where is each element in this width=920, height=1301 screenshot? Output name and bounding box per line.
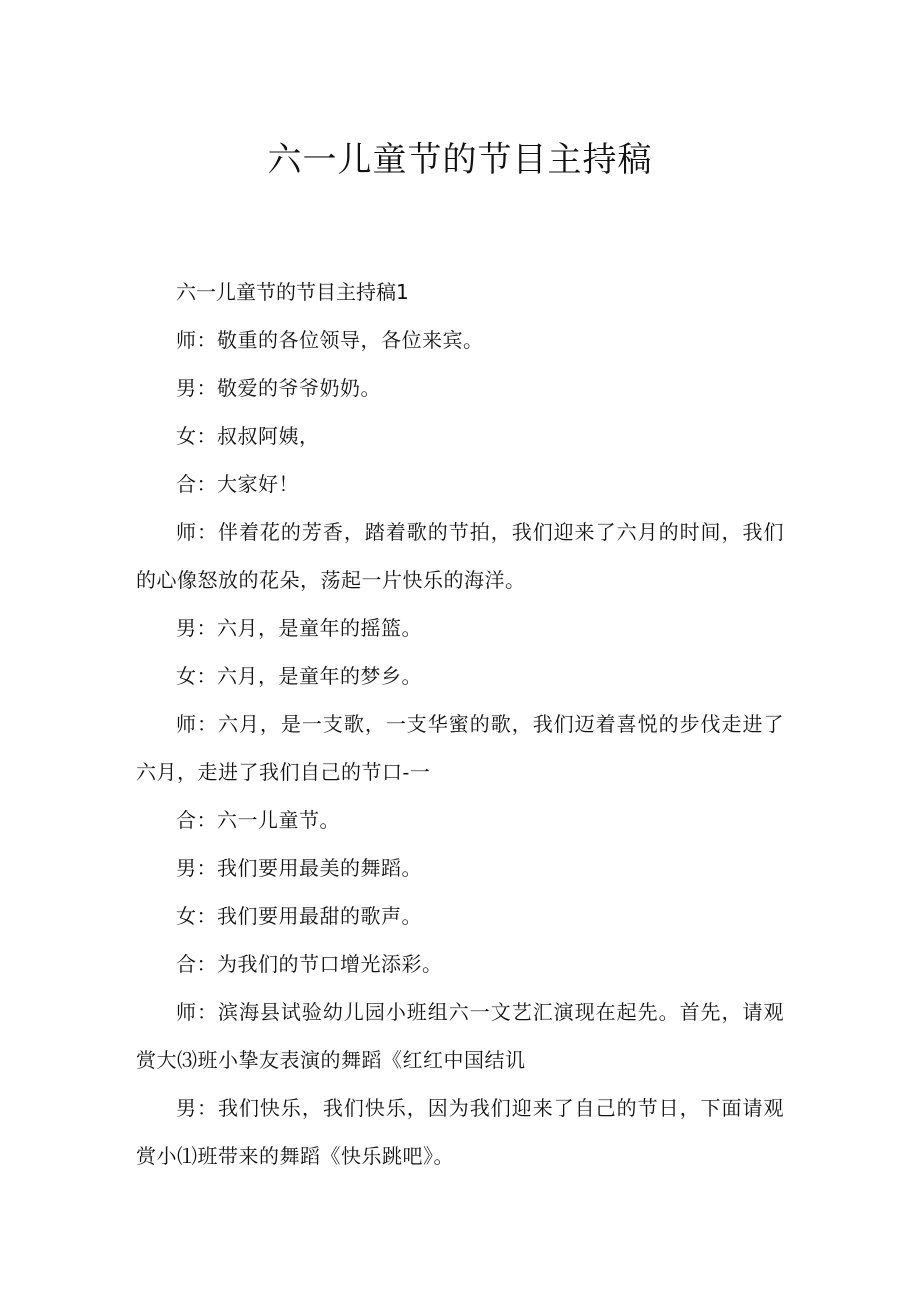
paragraph: 男：我们快乐，我们快乐，因为我们迎来了自己的节日，下面请观赏小⑴班带来的舞蹈《快乐跳吧》。: [136, 1096, 784, 1168]
section-heading: 六一儿童节的节目主持稿1: [176, 280, 409, 304]
paragraph: 合：大家好！: [176, 472, 299, 496]
paragraph: 合：为我们的节口增光添彩。: [176, 952, 443, 976]
document-title: 六一儿童节的节目主持稿: [267, 140, 653, 180]
paragraph: 男：六月，是童年的摇篮。: [176, 616, 422, 640]
paragraph: 师：敬重的各位领导，各位来宾。: [176, 328, 484, 352]
paragraph: 师：六月，是一支歌，一支华蜜的歌，我们迈着喜悦的步伐走进了六月，走进了我们自己的节口-一: [136, 712, 784, 784]
paragraph: 女：我们要用最甜的歌声。: [176, 904, 422, 928]
document-body: [136, 268, 784, 1180]
paragraph: 合：六一儿童节。: [176, 808, 340, 832]
paragraph: 师：伴着花的芳香，踏着歌的节拍，我们迎来了六月的时间，我们的心像怒放的花朵，荡起一片快乐的海洋。: [136, 520, 784, 592]
paragraph: 女：六月，是童年的梦乡。: [176, 664, 422, 688]
paragraph: 女：叔叔阿姨，: [176, 424, 320, 448]
paragraph: 男：敬爱的爷爷奶奶。: [176, 376, 381, 400]
paragraph: 男：我们要用最美的舞蹈。: [176, 856, 422, 880]
paragraph: 师：滨海县试验幼儿园小班组六一文艺汇演现在起先。首先，请观赏大⑶班小挚友表演的舞蹈《红红中国结讥: [136, 1000, 784, 1072]
